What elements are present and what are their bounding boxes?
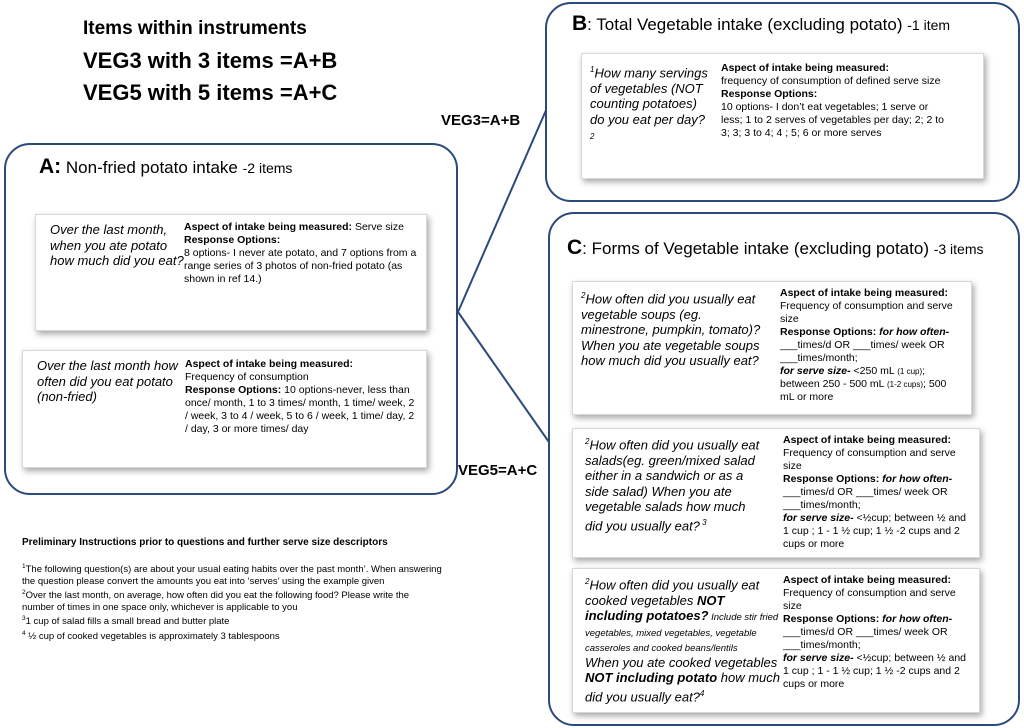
note-2 xyxy=(22,587,442,613)
header-veg5: VEG5 with 5 items =A+C xyxy=(83,80,338,105)
card-info xyxy=(783,434,969,551)
footnote-ref-end: 2 xyxy=(590,132,595,142)
preliminary-notes xyxy=(22,561,442,643)
aspect-value: Frequency of consumption and serve size xyxy=(783,587,956,612)
aspect-label: Aspect of intake being measured: xyxy=(185,358,354,370)
aspect-value: Frequency of consumption and serve size xyxy=(780,300,953,325)
options-label: Response Options: xyxy=(783,613,880,625)
question-body: How often did you usually eat cooked vegetables xyxy=(585,577,760,608)
footnote-ref-end: 3 xyxy=(699,517,707,527)
panel-c-letter: C xyxy=(567,236,583,259)
aspect-value: frequency of consumption of defined serve size xyxy=(721,75,941,87)
aspect-value: Frequency of consumption and serve size xyxy=(783,447,956,472)
options-how: for how often- xyxy=(879,473,953,485)
aspect-label: Aspect of intake being measured: xyxy=(184,221,353,233)
panel-a xyxy=(4,143,458,495)
question-text: Over the last month, when you ate potato how much did you eat? xyxy=(50,222,184,268)
options-freq: ___times/d OR ___times/ week OR ___times/month; xyxy=(783,486,948,511)
panel-b-count: -1 item xyxy=(907,17,951,33)
serve-rest: ; between 250 - 500 mL xyxy=(780,365,926,390)
note-text: ½ cup of cooked vegetables is approximately 3 tablespoons xyxy=(25,631,280,643)
question-c: When you ate cooked vegetables xyxy=(585,654,778,670)
card-info xyxy=(184,221,419,286)
question-text xyxy=(581,288,773,369)
panel-a-letter: A: xyxy=(39,155,62,178)
serve-text: <½cup; between ½ and 1 cup ; 1 - 1 ½ cup; 1 ½ -2 cups and 2 cups or more xyxy=(783,652,967,690)
question-emphasis: NOT including potatoes? xyxy=(585,592,725,624)
serve-small: (1 cup) xyxy=(897,367,923,376)
panel-a-title-text: Non-fried potato intake xyxy=(61,158,243,177)
connector-veg5-label: VEG5=A+C xyxy=(458,462,538,479)
question-text xyxy=(585,574,781,705)
panel-c-card-3 xyxy=(572,568,980,713)
footnote-ref: 2 xyxy=(585,577,590,586)
note-1 xyxy=(22,561,442,587)
preliminary-title: Preliminary Instructions prior to questions and further serve size descriptors xyxy=(22,537,388,548)
note-ref: 3 xyxy=(22,615,26,623)
options-text: 8 options- I never ate potato, and 7 options from a range series of 3 photos of non-fried potato (as shown in ref 14.) xyxy=(184,247,417,285)
aspect-label: Aspect of intake being measured: xyxy=(721,62,890,74)
panel-c xyxy=(548,212,1020,726)
panel-a-title xyxy=(39,155,292,179)
question-e: how much did you usually eat? xyxy=(585,670,781,705)
footnote-ref: 2 xyxy=(581,291,586,300)
note-ref: 4 xyxy=(22,629,26,637)
options-label: Response Options: xyxy=(783,473,880,485)
panel-a-count: -2 items xyxy=(242,160,293,176)
options-how: for how often- xyxy=(879,613,953,625)
note-text: 1 cup of salad fills a small bread and butter plate xyxy=(25,616,230,628)
aspect-value: Frequency of consumption xyxy=(185,371,309,383)
serve-end: ; 500 mL or more xyxy=(780,378,947,403)
header-veg3: VEG3 with 3 items =A+B xyxy=(83,48,338,73)
connector-veg5-line xyxy=(458,312,558,455)
card-info xyxy=(721,62,946,140)
question-text xyxy=(585,434,765,534)
panel-c-count: -3 items xyxy=(933,241,984,257)
panel-b-card xyxy=(581,53,984,179)
panel-b xyxy=(545,2,1020,202)
question-text xyxy=(590,62,708,148)
connector-veg3-label: VEG3=A+B xyxy=(441,112,521,129)
footnote-ref-end: 4 xyxy=(699,688,705,698)
options-freq: ___times/d OR ___times/ week OR ___times/month; xyxy=(783,626,948,651)
options-how: for how often- xyxy=(876,326,950,338)
card-info xyxy=(780,287,962,404)
serve-label: for serve size- xyxy=(780,365,851,377)
question-body: How many servings of vegetables (NOT counting potatoes) do you eat per day? xyxy=(590,65,708,127)
header-title: Items within instruments xyxy=(83,18,307,39)
aspect-label: Aspect of intake being measured: xyxy=(783,434,952,446)
panel-c-card-2 xyxy=(572,428,980,558)
panel-a-card-2 xyxy=(22,350,427,468)
panel-b-title-text: : Total Vegetable intake (excluding potato) xyxy=(587,15,908,34)
note-4 xyxy=(22,628,442,643)
question-small: Include stir fried vegetables, mixed vegetables, vegetable casseroles and cooked beans/lentils xyxy=(585,612,779,655)
note-text: Over the last month, on average, how often did you eat the following food? Please write the number of times in one space only, whichever is applicable to you xyxy=(22,590,410,613)
options-text: 10 options- I don’t eat vegetables; 1 serve or less; 1 to 2 serves of vegetables per day; 2; 2 to 3; 3; 3 to 4; 4 ; 5; 6 or more serves xyxy=(721,101,944,139)
aspect-label: Aspect of intake being measured: xyxy=(783,574,952,586)
card-info xyxy=(783,574,969,691)
options-label: Response Options: xyxy=(721,88,818,100)
footnote-ref: 2 xyxy=(585,437,590,446)
note-text: The following question(s) are about your usual eating habits over the past month’. When answering the question please convert the amounts you eat into ‘serves’ using the example given xyxy=(22,564,442,587)
options-freq: ___times/d OR ___times/ week OR ___times/month; xyxy=(780,339,945,364)
note-3 xyxy=(22,613,442,628)
panel-c-card-1 xyxy=(572,281,972,415)
panel-b-letter: B xyxy=(572,12,588,35)
aspect-label: Aspect of intake being measured: xyxy=(780,287,949,299)
question-emphasis-2: NOT including potato xyxy=(585,670,718,686)
serve-small-2: (1-2 cups) xyxy=(887,380,924,389)
aspect-value: Serve size xyxy=(352,221,404,233)
question-body: How often did you usually eat vegetable soups (eg. minestrone, pumpkin, tomato)? When you ate vegetable soups how much did you usually eat? xyxy=(581,291,761,369)
serve-label: for serve size- xyxy=(783,512,854,524)
serve-text: <½cup; between ½ and 1 cup ; 1 - 1 ½ cup; 1 ½ -2 cups and 2 cups or more xyxy=(783,512,967,550)
card-info xyxy=(185,358,419,436)
options-label: Response Options: xyxy=(184,234,281,246)
options-label: Response Options: xyxy=(185,384,282,396)
options-text: 10 options-never, less than once/ month, 1 to 3 times/ month, 1 time/ week, 2 / week, 3 to 4 / week, 5 to 6 / week, 1 time/ day, 2 / day, 3 or more times/ day xyxy=(185,384,415,435)
panel-c-title-text: : Forms of Vegetable intake (excluding potato) xyxy=(582,239,934,258)
panel-a-card-1 xyxy=(35,214,427,331)
question-text: Over the last month how often did you eat potato (non-fried) xyxy=(37,358,178,404)
options-label: Response Options: xyxy=(780,326,877,338)
serve-text: <250 mL xyxy=(850,365,898,377)
note-ref: 2 xyxy=(22,589,26,597)
footnote-ref: 1 xyxy=(590,65,595,74)
panel-c-title xyxy=(567,236,984,260)
serve-label: for serve size- xyxy=(783,652,854,664)
connector-veg3-line xyxy=(458,108,547,312)
question-body: How often did you usually eat salads(eg. green/mixed salad either in a sandwich or as a side salad) When you ate vegetable salads how much did you usually eat? xyxy=(585,437,760,534)
note-ref: 1 xyxy=(22,563,26,570)
panel-b-title xyxy=(572,12,950,36)
